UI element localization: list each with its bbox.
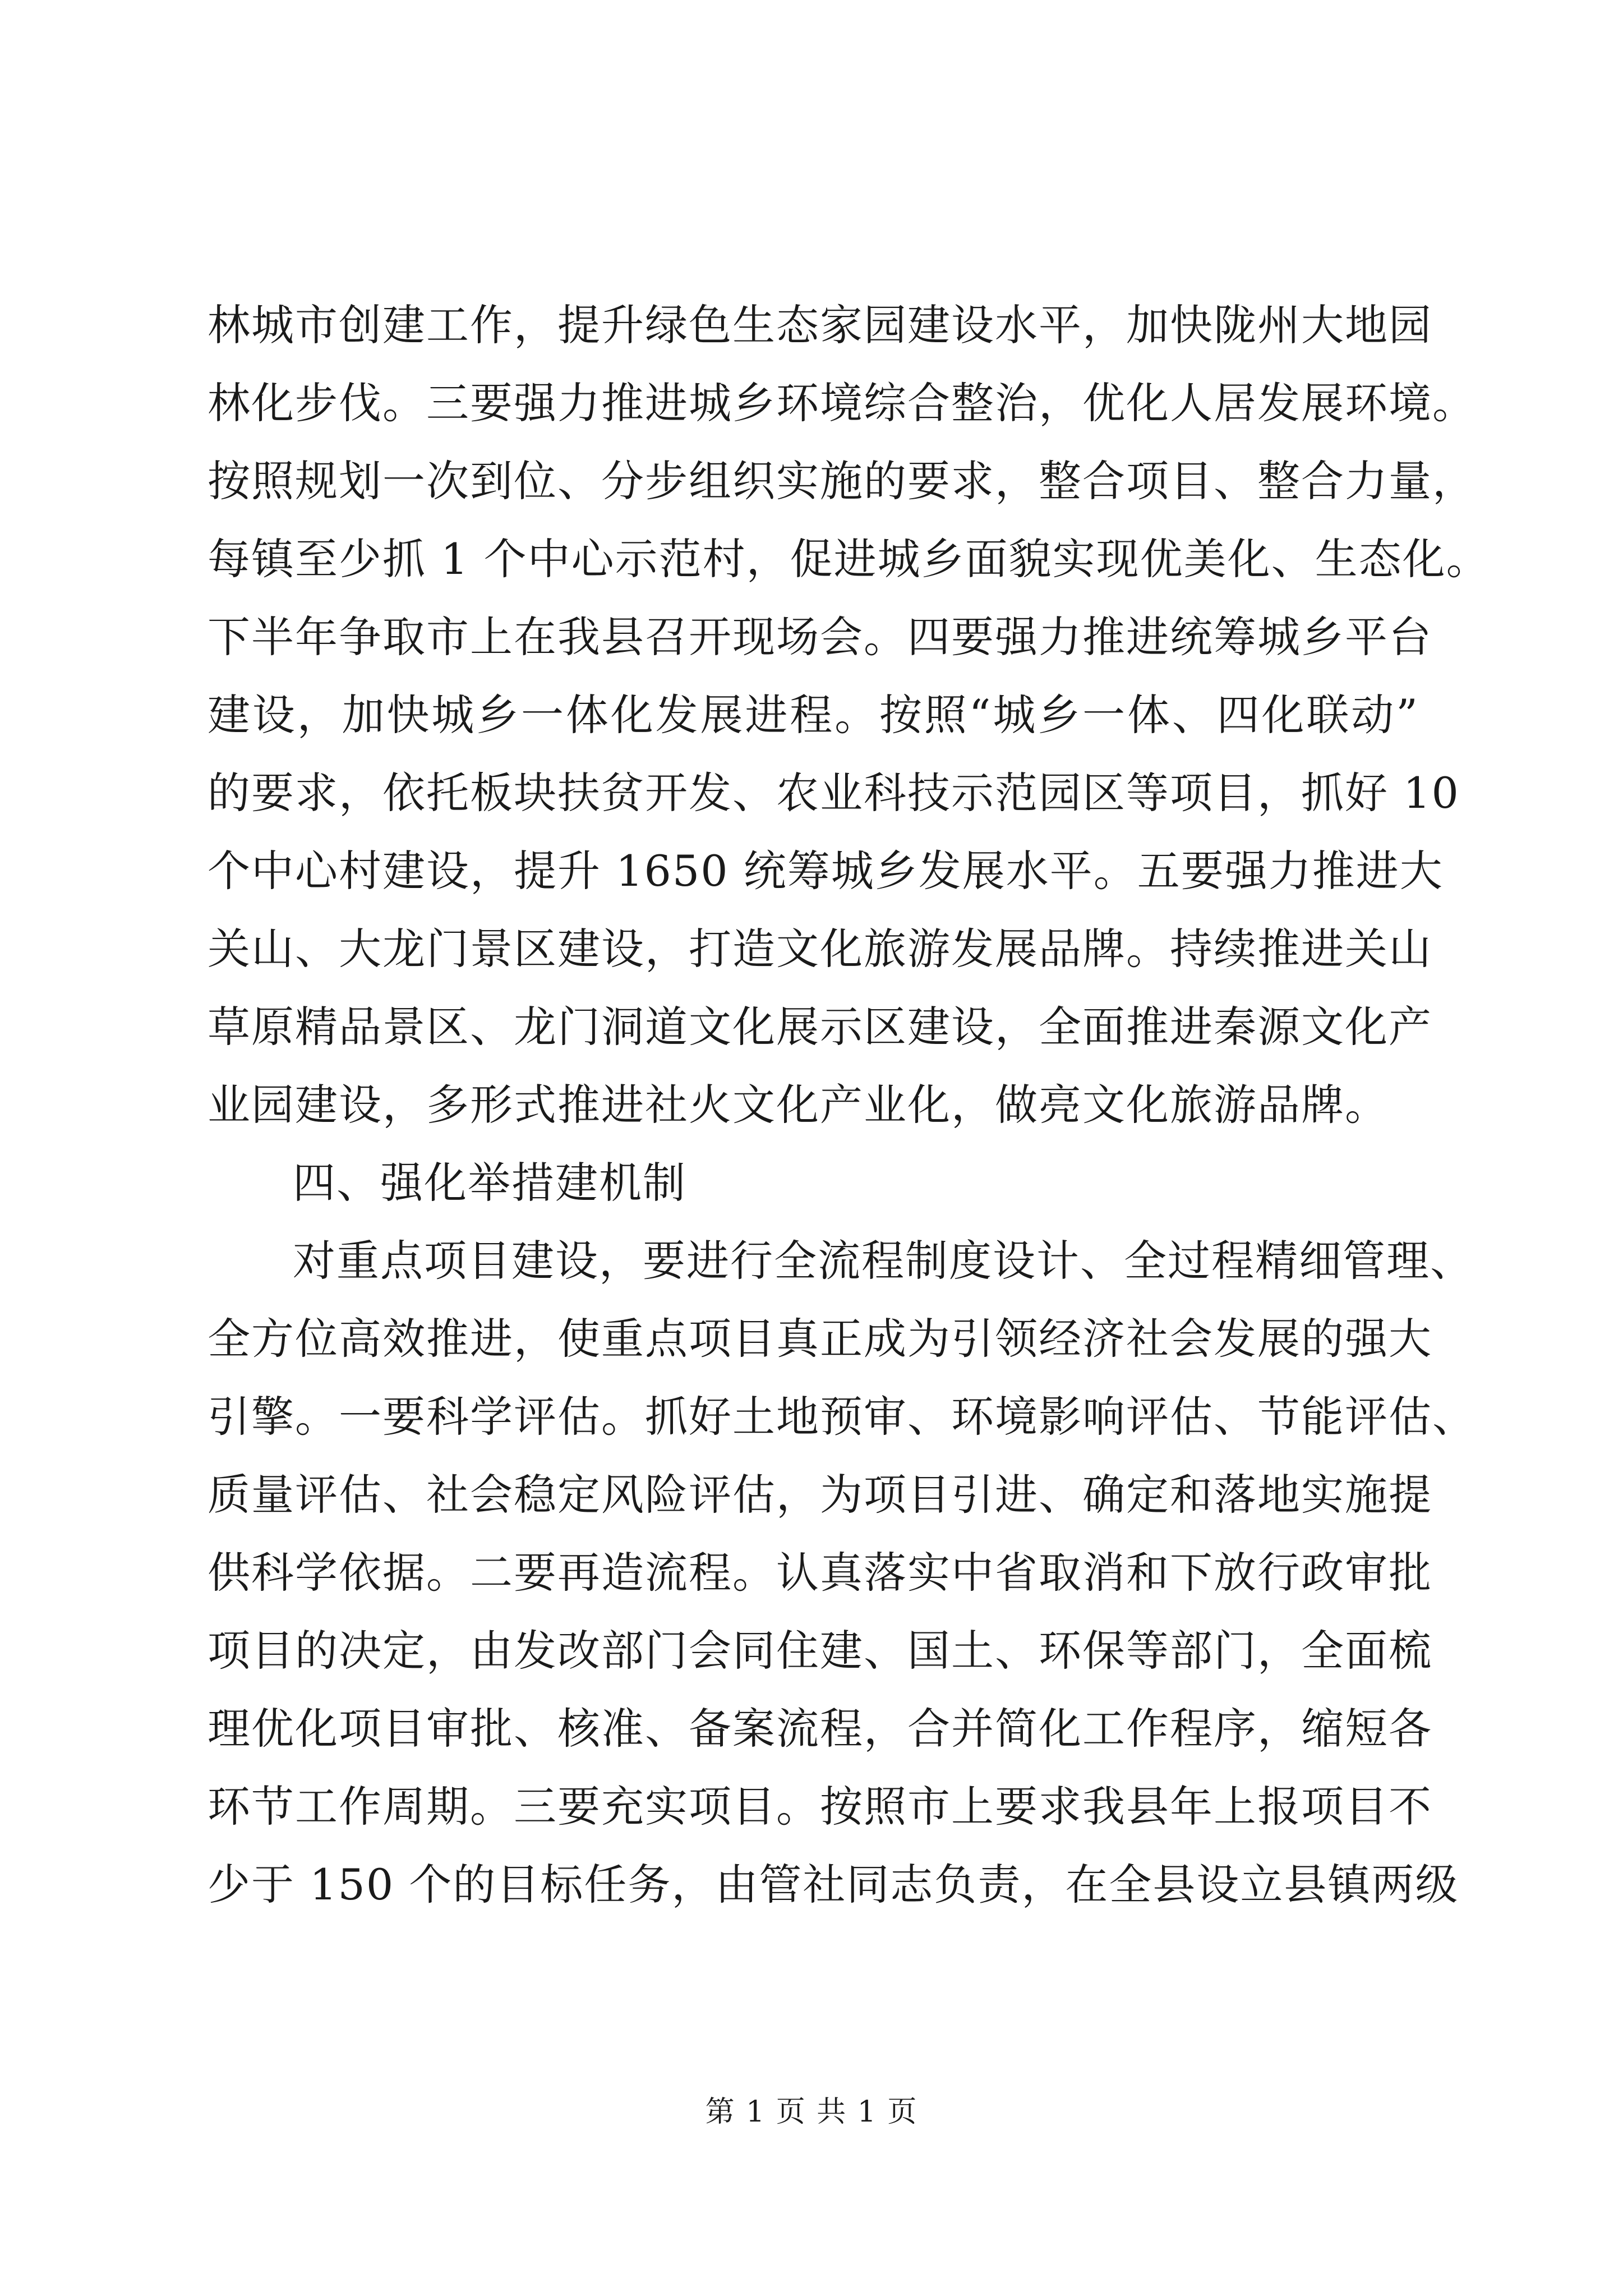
text-line: 草原精品景区、龙门洞道文化展示区建设，全面推进秦源文化产 xyxy=(208,1002,1432,1052)
text-line: 建设，加快城乡一体化发展进程。按照“城乡一体、四化联动” xyxy=(208,690,1419,740)
text-line: 林化步伐。三要强力推进城乡环境综合整治，优化人居发展环境。 xyxy=(208,378,1476,428)
paragraph-2 xyxy=(208,1222,1476,1924)
text-line: 关山、大龙门景区建设，打造文化旅游发展品牌。持续推进关山 xyxy=(208,924,1432,974)
text-line: 环节工作周期。三要充实项目。按照市上要求我县年上报项目不 xyxy=(208,1782,1432,1832)
paragraph-1 xyxy=(208,286,1490,1144)
text-line: 项目的决定，由发改部门会同住建、国土、环保等部门，全面梳 xyxy=(208,1626,1432,1676)
section-heading: 四、强化举措建机制 xyxy=(293,1158,686,1208)
text-line: 少于 150 个的目标任务，由管社同志负责，在全县设立县镇两级 xyxy=(208,1860,1459,1910)
page-number-footer: 第 1 页 共 1 页 xyxy=(705,2095,918,2129)
document-body xyxy=(208,286,1490,1924)
text-line: 业园建设，多形式推进社火文化产业化，做亮文化旅游品牌。 xyxy=(208,1080,1389,1130)
text-line: 个中心村建设，提升 1650 统筹城乡发展水平。五要强力推进大 xyxy=(208,846,1444,896)
text-line: 全方位高效推进，使重点项目真正成为引领经济社会发展的强大 xyxy=(208,1314,1432,1364)
text-line: 每镇至少抓 1 个中心示范村，促进城乡面貌实现优美化、生态化。 xyxy=(208,534,1490,584)
text-line: 供科学依据。二要再造流程。认真落实中省取消和下放行政审批 xyxy=(208,1548,1432,1598)
text-line: 林城市创建工作，提升绿色生态家园建设水平，加快陇州大地园 xyxy=(208,300,1432,350)
text-line: 理优化项目审批、核准、备案流程，合并简化工作程序，缩短各 xyxy=(208,1704,1432,1754)
text-line: 按照规划一次到位、分步组织实施的要求，整合项目、整合力量， xyxy=(208,456,1476,506)
text-line: 下半年争取市上在我县召开现场会。四要强力推进统筹城乡平台 xyxy=(208,612,1432,662)
text-line: 对重点项目建设，要进行全流程制度设计、全过程精细管理、 xyxy=(293,1236,1474,1286)
text-line: 质量评估、社会稳定风险评估，为项目引进、确定和落地实施提 xyxy=(208,1470,1432,1520)
text-line: 引擎。一要科学评估。抓好土地预审、环境影响评估、节能评估、 xyxy=(208,1392,1476,1442)
text-line: 的要求，依托板块扶贫开发、农业科技示范园区等项目，抓好 10 xyxy=(208,768,1460,818)
